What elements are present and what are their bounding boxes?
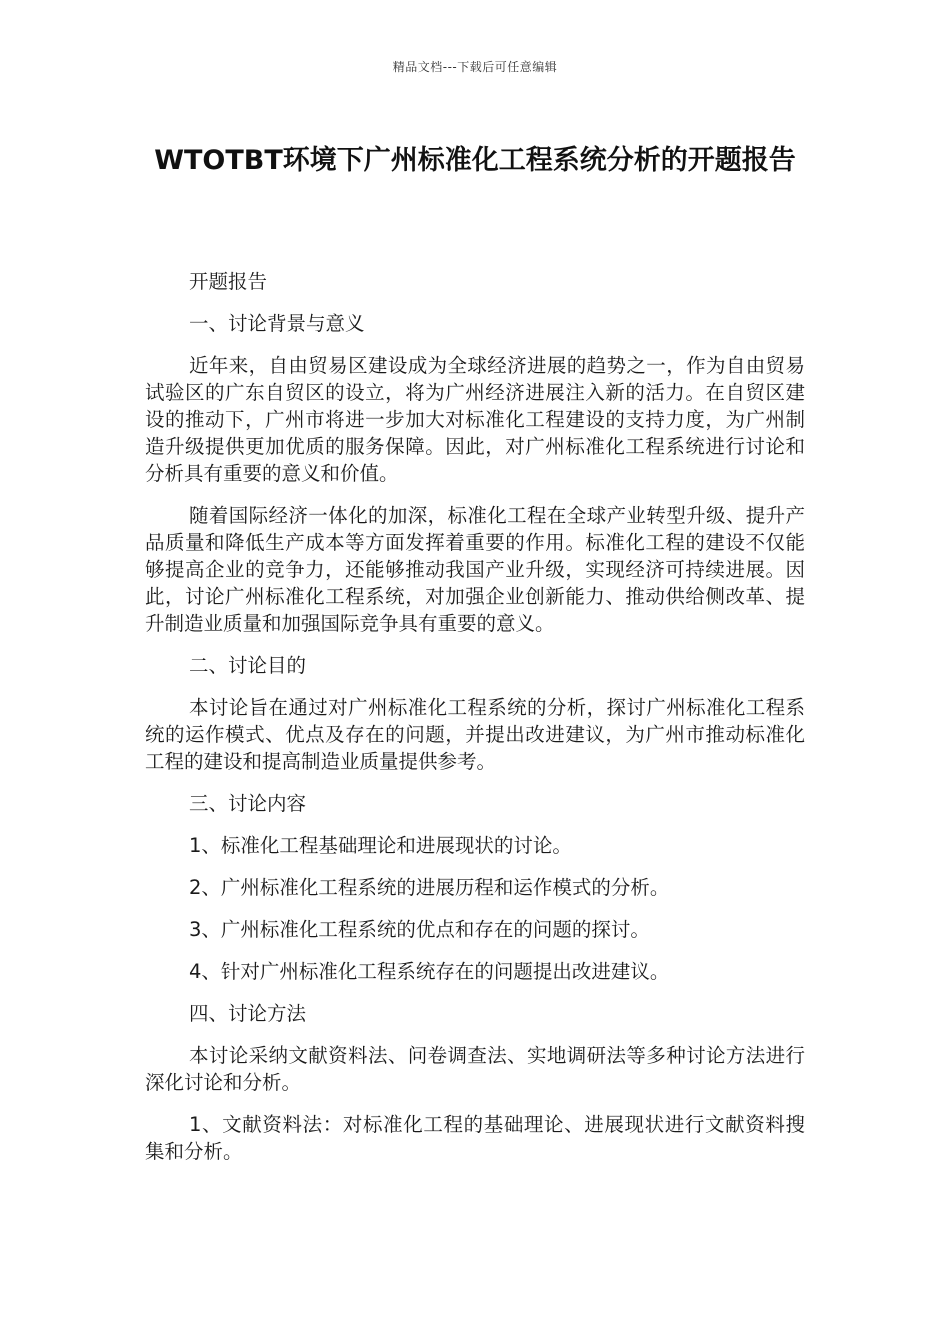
report-label: 开题报告 — [189, 270, 268, 293]
section-heading-content: 三、讨论内容 — [189, 792, 307, 815]
paragraph-method-1: 本讨论采纳文献资料法、问卷调查法、实地调研法等多种讨论方法进行深化讨论和分析。 — [145, 1044, 805, 1094]
header-note: 精品文档---下载后可任意编辑 — [392, 60, 558, 74]
content-item-3: 3、广州标准化工程系统的优点和存在的问题的探讨。 — [189, 918, 650, 941]
paragraph-method-2: 1、文献资料法：对标准化工程的基础理论、进展现状进行文献资料搜集和分析。 — [145, 1113, 805, 1163]
section-heading-purpose: 二、讨论目的 — [189, 654, 307, 677]
paragraph-purpose-1: 本讨论旨在通过对广州标准化工程系统的分析，探讨广州标准化工程系统的运作模式、优点及存在的问题，并提出改进建议，为广州市推动标准化工程的建设和提高制造业质量提供参考。 — [145, 696, 805, 773]
paragraph-background-1: 近年来，自由贸易区建设成为全球经济进展的趋势之一，作为自由贸易试验区的广东自贸区的设立，将为广州经济进展注入新的活力。在自贸区建设的推动下，广州市将进一步加大对标准化工程建设的支持力度，为广州制造升级提供更加优质的服务保障。因此，对广州标准化工程系统进行讨论和分析具有重要的意义和价值。 — [145, 354, 805, 485]
section-heading-background: 一、讨论背景与意义 — [189, 312, 365, 335]
content-item-1: 1、标准化工程基础理论和进展现状的讨论。 — [189, 834, 572, 857]
section-heading-method: 四、讨论方法 — [189, 1002, 307, 1025]
content-item-4: 4、针对广州标准化工程系统存在的问题提出改进建议。 — [189, 960, 670, 983]
document-body — [145, 268, 805, 1180]
document-title: WTOTBT环境下广州标准化工程系统分析的开题报告 — [154, 145, 796, 176]
paragraph-background-2: 随着国际经济一体化的加深，标准化工程在全球产业转型升级、提升产品质量和降低生产成本等方面发挥着重要的作用。标准化工程的建设不仅能够提高企业的竞争力，还能够推动我国产业升级，实现经济可持续进展。因此，讨论广州标准化工程系统，对加强企业创新能力、推动供给侧改革、提升制造业质量和加强国际竞争具有重要的意义。 — [145, 504, 805, 635]
content-item-2: 2、广州标准化工程系统的进展历程和运作模式的分析。 — [189, 876, 670, 899]
